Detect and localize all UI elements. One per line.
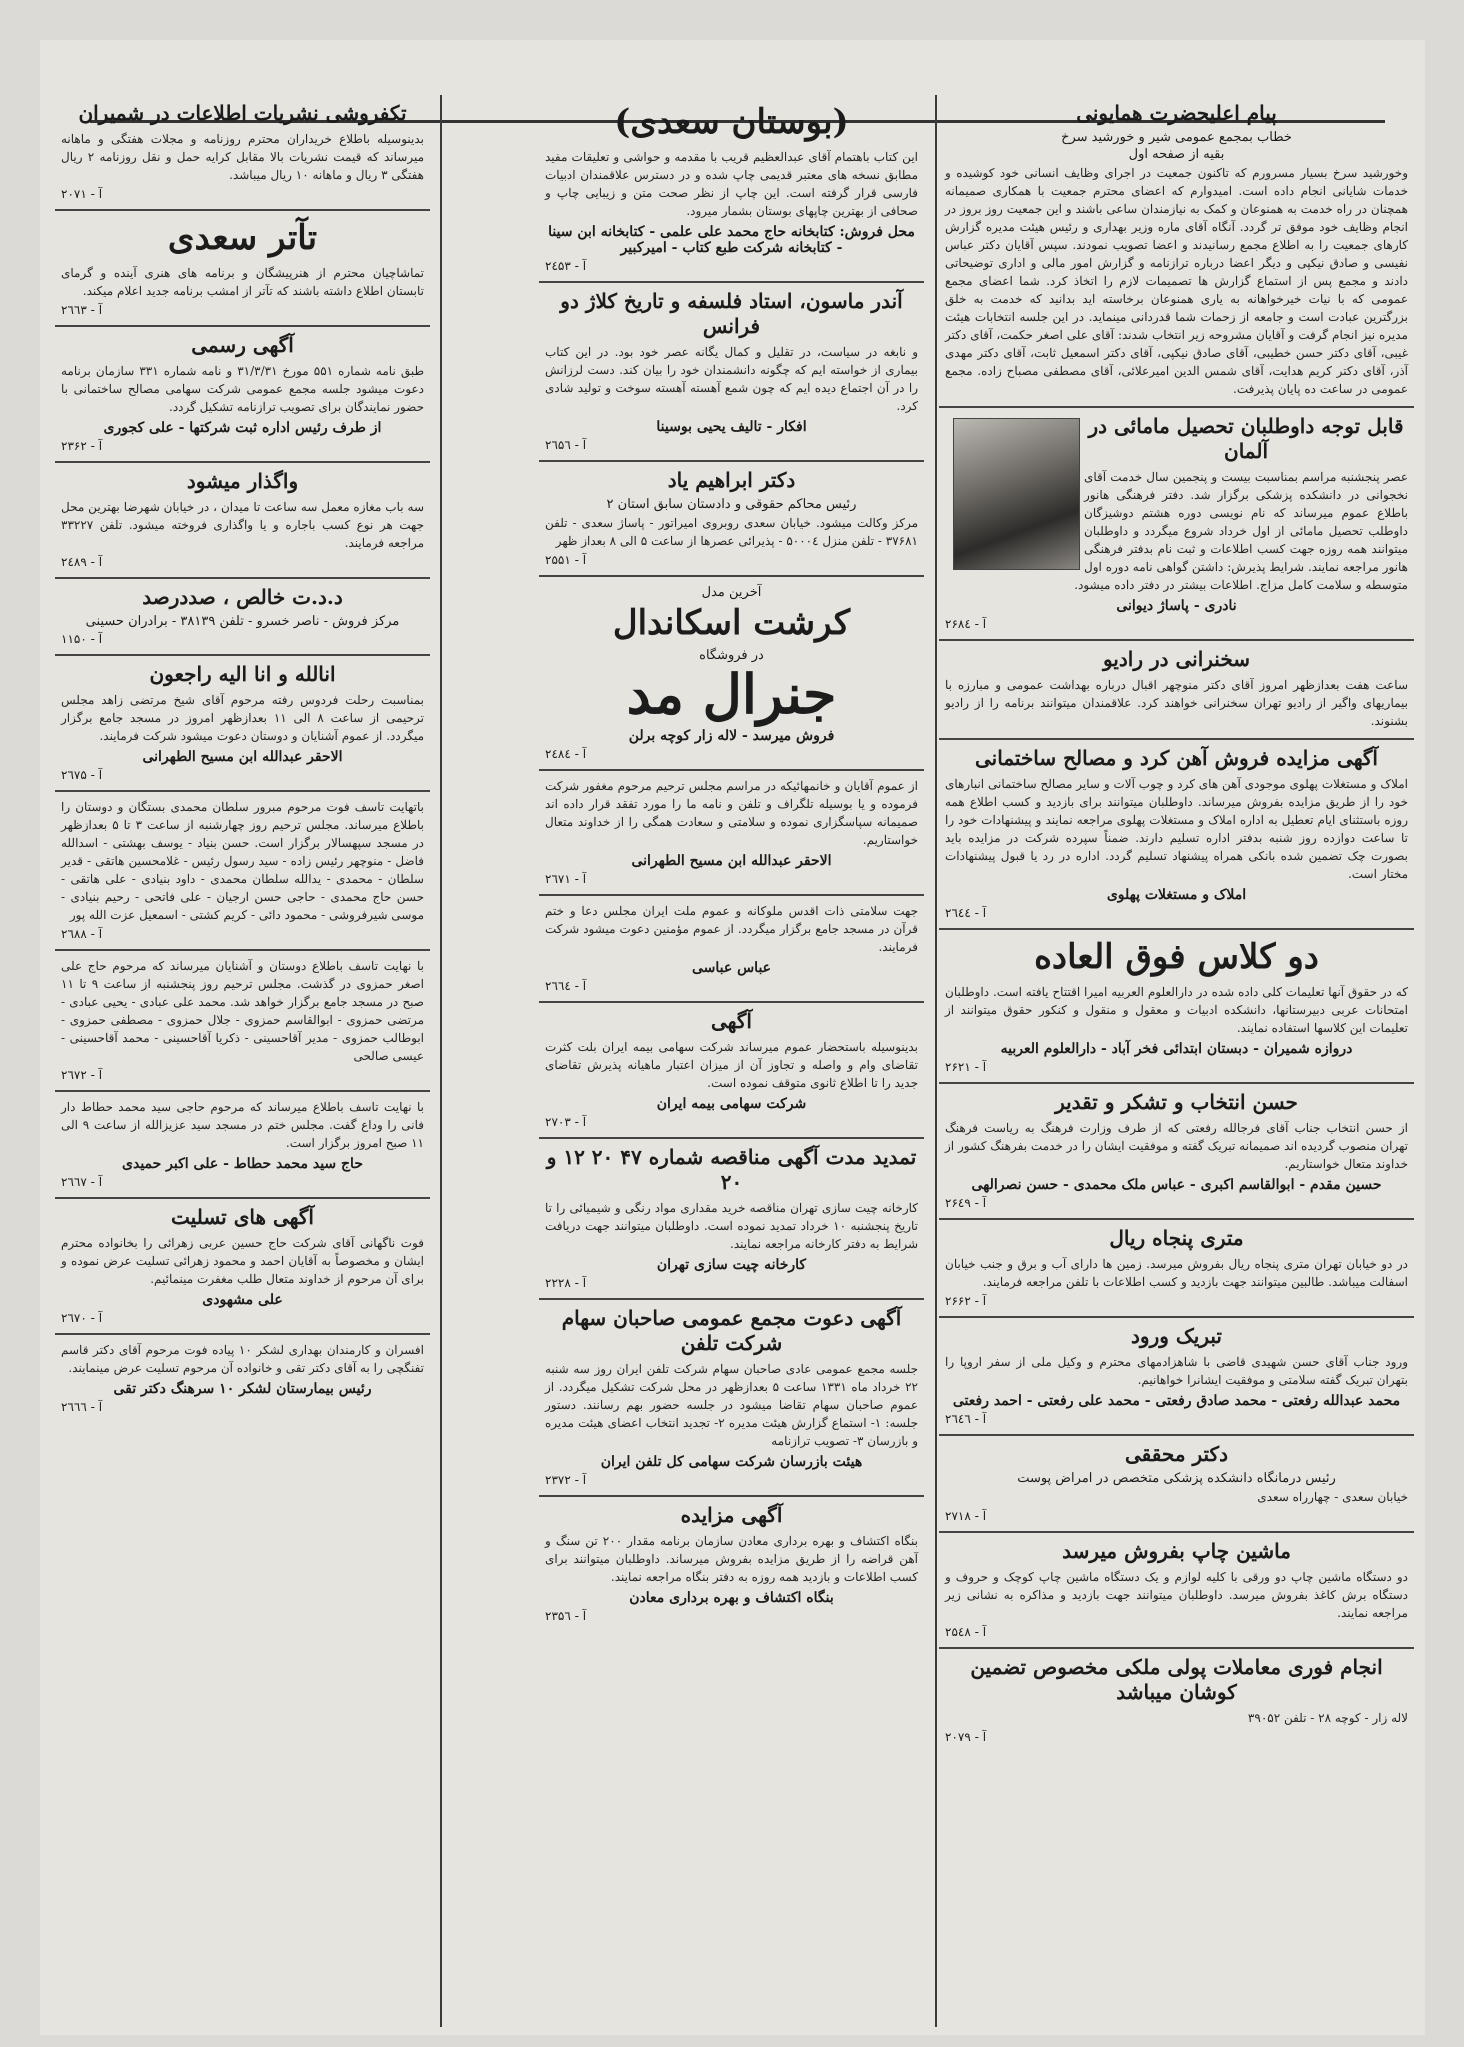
- ad-text: ساعت هفت بعدازظهر امروز آقای دکتر منوچهر اقبال درباره بهداشت عمومی و مبارزه با بیماریهای واگیر از رادیو تهران سخنرانی خواهند کرد. علاقمندان میتوانند برنامه را از رادیو بشنوند.: [945, 678, 1408, 728]
- ad-title: د.د.ت خالص ، صددرصد: [142, 584, 343, 609]
- ad-code: آ - ۲۰۷۹: [945, 1729, 987, 1744]
- ad-code: آ - ۲۵٤۸: [945, 1624, 987, 1639]
- ad-two-classes: [939, 930, 1414, 1084]
- column-right: [939, 95, 1414, 2032]
- ad-title: دکتر محققی: [1125, 1441, 1228, 1466]
- ad-code: آ - ۲٦٤٦: [945, 1411, 987, 1426]
- ad-theater: [55, 211, 430, 327]
- ad-text: کارخانه چیت سازی تهران مناقصه خرید مقداری مواد رنگی و شیمیائی را تا تاریخ پنجشنبه ۱۰ خرداد تمدید نموده است. داوطلبان میتوانند جهت دریافت شرایط به دفتر کارخانه مراجعه نمایند.: [545, 1201, 918, 1252]
- ad-code: آ - ۲۳۷۲: [545, 1473, 587, 1488]
- ad-tender: [539, 1139, 924, 1300]
- ad-title: دکتر ابراهیم یاد: [667, 467, 796, 492]
- ad-title: آگهی دعوت مجمع عمومی صاحبان سهام شرکت تلفن: [561, 1306, 902, 1356]
- ad-code: آ - ۲۷۰۳: [545, 1115, 587, 1130]
- ad-midtitle: در فروشگاه: [699, 648, 764, 663]
- ad-code: آ - ۲۳۵٦: [545, 1609, 587, 1624]
- ad-signature: الاحقر عبدالله ابن مسیح الطهرانی: [631, 853, 832, 870]
- ad-text: خیابان سعدی - چهارراه سعدی: [1257, 1489, 1408, 1504]
- ad-signature: دروازه شمیران - دبستان ابتدائی فخر آباد - دارالعلوم العربیه: [1000, 1040, 1353, 1057]
- ad-title: انالله و انا الیه راجعون: [149, 661, 336, 686]
- ad-code: آ - ۲٦٦٧: [61, 1174, 103, 1189]
- ad-for-lease: [55, 463, 430, 579]
- ad-title: (بوستان سعدی): [614, 102, 849, 142]
- ad-official: [55, 327, 430, 463]
- ad-code: آ - ۲٦٦٦: [61, 1399, 103, 1414]
- ad-text: لاله زار - کوچه ۲۸ - تلفن ۳۹۰۵۲: [1247, 1710, 1408, 1725]
- ad-title: واگذار میشود: [186, 468, 299, 493]
- column-divider: [935, 95, 937, 2027]
- ad-code: آ - ۲٤٨٤: [545, 747, 587, 762]
- ad-code: آ - ۲۵۵۱: [545, 552, 587, 567]
- ad-text: از حسن انتخاب جناب آقای فرجالله رفعتی که از طرف وزارت فرهنگ به ریاست فرهنگ تهران منصوب گردیده اند صمیمانه تبریک گفته و موفقیت ایشان را در خدمت بفرهنگ کشور از خداوند متعال خواستاریم.: [945, 1120, 1408, 1171]
- ad-text: تماشاچیان محترم از هنرپیشگان و برنامه های هنری آینده و گرمای تابستان اطلاع داشته باشند که تآتر از امشب برنامه جدید اعلام میکند.: [61, 265, 424, 298]
- ad-text: جلسه مجمع عمومی عادی صاحبان سهام شرکت تلفن ایران روز سه شنبه ۲۲ خرداد ماه ۱۳۳۱ ساعت ۵ بعدازظهر در محل شرکت تشکیل میگردد. از عموم صاحبان سهام تقاضا میشود در جلسه حضور بهم رسانند. دستور جلسه: ۱- استماع گزارش هیئت مدیره ۲- تجدید انتخاب اعضای هیئت مدیره و بازرسان ۳- تصویب ترازنامه: [545, 1362, 918, 1449]
- ad-text: بنگاه اکتشاف و بهره برداری معادن سازمان برنامه مقدار ۲۰۰ تن سنگ و آهن قراضه را از طریق مزایده بفروش میرساند. داوطلبان میتوانند برای کسب اطلاعات و بازدید همه روزه به دفتر بنگاه مراجعه نمایند.: [545, 1534, 919, 1585]
- ad-title: پیام اعلیحضرت همایونی: [1076, 101, 1277, 125]
- ad-subtitle: رئیس محاکم حقوقی و دادستان سابق استان ۲: [606, 496, 857, 512]
- ad-title: متری پنجاه ریال: [1109, 1225, 1244, 1250]
- column-left: [55, 95, 430, 2032]
- ad-title: حسن انتخاب و تشکر و تقدیر: [1055, 1089, 1298, 1114]
- ad-general-mode: [539, 577, 924, 772]
- ad-subtitle: خطاب بمجمع عمومی شیر و خورشید سرخ: [1061, 130, 1292, 145]
- ad-code: آ - ۲٦٧۵: [61, 767, 103, 782]
- ad-text: طبق نامه شماره ۵۵۱ مورخ ۳۱/۳/۳۱ و نامه شماره ۳۳۱ سازمان برنامه دعوت میشود جلسه مجمع عمومی شرکت سهامی مصالح ساختمانی با حضور نمایندگان برای تصویب ترازنامه تشکیل گردد.: [61, 363, 424, 414]
- ad-midwifery: [939, 408, 1414, 641]
- ad-signature: حاج سید محمد حطاط - علی اکبر حمیدی: [122, 1155, 363, 1172]
- ad-land: [939, 1220, 1414, 1318]
- ad-code: آ - ۲٦۷۱: [545, 872, 587, 887]
- portrait-photo: [953, 418, 1080, 570]
- ad-title: سخنرانی در رادیو: [1102, 647, 1251, 671]
- ad-text: این کتاب باهتمام آقای عبدالعظیم قریب با مقدمه و حواشی و تعلیقات مفید مطابق نسخه های معتبر قدیمی چاپ شده و در دسترس علاقمندان ادبیات فارسی قرار گرفته است. این چاپ از نظر صحت متن و زیبایی چاپ و صحافی از بهترین چاپهای بوستان بشمار میرود.: [545, 149, 918, 218]
- ad-insurance: [539, 1003, 924, 1139]
- ad-doctor: [939, 1436, 1414, 1533]
- ad-obituary: [55, 656, 430, 792]
- ad-signature: الاحقر عبدالله ابن مسیح الطهرانی: [142, 748, 343, 765]
- ad-text: وخورشید سرخ بسیار مسرورم که تاکنون جمعیت در اجرای وظایف انسانی خود کوشیده و خدمات شایانی انجام داده است. امیدوارم که اعضای محترم جمعیت با همکاری صمیمانه همچنان در راه خدمت به همنوعان و کمک به نیازمندان ساعی باشند و این جمعیت روز بروز در انجام وظایف خود موفق تر گردد. آنگاه آقای ماره وزیر بهداری و رئیس هیئت مدیره گزارش کارهای جمعیت را به اطلاع مجمع رسانیدند و اعضا تصویب نمودند. سپس آقایان دکتر عباس نفیسی و صادق نیکپی و دیگر اعضا درباره ترازنامه و گزارش امور مالی و اداری توضیحاتی دادند و مجمع پس از استماع گزارش ها تصمیمات لازم را اتخاذ کرد. شما اعضای مجمع عمومی که با نیات خیرخواهانه به یاری همنوعان برخاسته اید بدانید که خدمت به خلق بزرگترین عبادت است و جامعه از زحمات شما قدردانی مینماید. در این جلسه انتخابات هیئت مدیره نیز انجام گرفت و آقایان مشروحه زیر انتخاب شدند: آقای علی اصغر حکمت، آقای دکتر غیبی، آقای دکتر حسن خطیبی، آقای صادق نیکپی، آقای دکتر اسمعیل ثابت، آقای دکتر مهدی آذر، آقای دکتر کریم هدایت، آقای شمس الدین امیرعلائی، آقای مصطفی مصباح زاده. مجمع عمومی در ساعت ده پایان پذیرفت.: [945, 166, 1408, 396]
- ad-code: آ - ۲۶۶۲: [945, 1293, 987, 1308]
- ad-title: آگهی: [711, 1009, 752, 1034]
- ad-signature: بنگاه اکتشاف و بهره برداری معادن: [629, 1590, 834, 1607]
- ad-signature: کارخانه چیت سازی تهران: [656, 1257, 807, 1274]
- ad-condolence-1: [55, 792, 430, 951]
- ad-signature: شرکت سهامی بیمه ایران: [656, 1096, 807, 1113]
- ad-bustan: [539, 95, 924, 283]
- ad-title: تکفروشی نشریات اطلاعات در شمیران: [78, 101, 407, 125]
- ad-code: آ - ۲۷۱۸: [945, 1508, 987, 1523]
- ad-title: تمدید مدت آگهی مناقصه شماره ۴۷ ۲۰ ۱۲ و ۲۰: [546, 1145, 917, 1195]
- ad-text: مرکز وکالت میشود. خیابان سعدی روبروی امیراتور - پاساژ سعدی - تلفن ۳۷۶۸۱ - تلفن منزل ۵۰۰۰٤ - پذیرائی عصرها از ساعت ۵ الی ۸ بعداز ظهر: [545, 515, 918, 548]
- ad-signature: حسین مقدم - ابوالقاسم اکبری - عباس ملک محمدی - حسن نصرالهی: [971, 1176, 1382, 1193]
- ad-title: آگهی مزایده: [680, 1503, 783, 1528]
- ad-title: آگهی مزایده فروش آهن کرد و مصالح ساختمانی: [975, 746, 1378, 770]
- ad-text: فوت ناگهانی آقای شرکت حاج حسین عربی زهرائی را بخانواده محترم ایشان و مخصوصاً به آقایان احمد و محمود زهرائی تسلیت عرض نموده و برای آن مرحوم از خداوند متعال طلب مغفرت مینمائیم.: [61, 1235, 424, 1286]
- ad-lawyer: [539, 462, 924, 577]
- ad-signature: از طرف رئیس اداره ثبت شرکتها - علی کجوری: [103, 419, 382, 436]
- ad-subtitle: رئیس درمانگاه دانشکده پزشکی متخصص در امراض پوست: [1017, 1470, 1336, 1486]
- ad-signature: املاک و مستغلات پهلوی: [1106, 887, 1247, 903]
- ad-text: املاک و مستغلات پهلوی موجودی آهن های کرد و چوب آلات و سایر مصالح ساختمانی انبارهای خود را از طریق مزایده بفروش میرساند. داوطلبان میتوانند برای بازدید و کسب اطلاع همه روزه باستثنای ایام تعطیل به اداره املاک و مستغلات پهلوی مراجعه نمایند و پیشنهادات خود را تا ساعت دوازده روز شنبه بدفتر اداره تسلیم دارند. ضمناً سپرده شرکت در مزایده باید بصورت چک تضمین شده بانکی همراه پیشنهاد تسلیم گردد. اداره در رد یا قبول پیشنهادات مختار است.: [945, 777, 1408, 881]
- ad-note: بقیه از صفحه اول: [1128, 147, 1225, 162]
- ad-text: باتهایت تاسف فوت مرحوم مبرور سلطان محمدی بستگان و دوستان را باطلاع میرساند. مجلس ترحیم روز چهارشنبه از ساعت ۳ تا ۵ بعدازظهر در مسجد سپهسالار برگزار است. حسن بنیاد - یوسف بهشتی - اسدالله فاضل - منوچهر رئیس زاده - سید رسول رئیس - غلامحسین هاتقی - قدیر سلطان - محمدی - یدالله سلطان محمدی - داود بنیادی - علی هاتقی - حسن حاج محمدی - حاجی حسن ارجیان - علی فاتحی - رحیم بنیادی - موسی شیرفروشی - محمود دائی - کریم کشتی - اسمعیل عزت الله پور: [61, 799, 425, 922]
- ad-title: قابل توجه داوطلبان تحصیل مامائی در آلمان: [1088, 414, 1404, 463]
- ad-text: و نابغه در سیاست، در تقلیل و کمال یگانه عصر خود بود. در این کتاب بیماری از خواسته ایم که چگونه دانشمندان خود را بیان کند. دست لرزانش را در آن اجتماع دیده ایم که چون شمع آهسته آهسته سوخت و تولید شادی کرد.: [545, 344, 918, 413]
- ad-text: ورود جناب آقای حسن شهیدی قاضی با شاهزادمهای محترم و وکیل ملی از سفر اروپا را بتهران تبریک گفته سلامتی و موفقیت ایشانرا خواهانیم.: [945, 1354, 1408, 1387]
- ad-congrats: [939, 1084, 1414, 1220]
- ad-book: [539, 283, 924, 462]
- ad-text: بدینوسیله باطلاع خریداران محترم روزنامه و مجلات هفتگی و ماهانه میرساند که قیمت نشریات بالا مقابل کرایه حمل و نقل روزنامه ۲ ریال هفتگی ۳ ریال و ماهانه ۱۰ ریال میباشد.: [61, 132, 424, 182]
- ad-text: در دو خیابان تهران متری پنجاه ریال بفروش میرسد. زمین ها دارای آب و برق و جنب خیابان اسفالت میباشد. طالبین میتوانند جهت بازدید و کسب اطلاعات با تلفن مراجعه فرمایند.: [945, 1256, 1408, 1289]
- ad-title: دو کلاس فوق العاده: [1034, 937, 1319, 977]
- ad-iron-auction: [939, 740, 1414, 930]
- ad-condolence-4: [55, 1335, 430, 1422]
- ad-code: آ - ۱۱۵۰: [61, 631, 103, 646]
- ad-title-2: جنرال مد: [626, 662, 837, 726]
- ad-title: آگهی های تسلیت: [171, 1204, 314, 1229]
- ad-signature: رئیس بیمارستان لشکر ۱۰ سرهنگ دکتر تقی: [113, 1380, 372, 1397]
- ad-code: آ - ۲٦٤٤: [945, 906, 987, 920]
- ad-text: بدینوسیله باستحضار عموم میرساند شرکت سهامی بیمه ایران بلت کثرت تقاضای وام و واصله و تجاوز آن از میزان اعتبار ماهیانه پذیرش تقاضای جدید را تا اطلاع ثانوی متوقف نموده است.: [545, 1040, 918, 1091]
- ad-code: آ - ۲٤٨٩: [61, 554, 103, 569]
- ad-code: آ - ۲۳۶۲: [61, 438, 103, 453]
- ad-text: با نهایت تاسف باطلاع دوستان و آشنایان میرساند که مرحوم حاج علی اصغر حمزوی در گذشت. مجلس ترحیم روز پنجشنبه از ساعت ۹ تا ۱۱ صبح در مسجد جامع برگزار خواهد شد. محمد علی عبادی - یحیی عبادی - مرتضی حمزوی - ابوالقاسم حمزوی - جلال حمزوی - مصطفی حمزوی - ابوطالب حمزوی - مدیر آقاحسینی - ذکریا آقاحسینی - محمد آقاحسینی - عیسی صالحی: [61, 958, 425, 1063]
- ad-ddt: [55, 579, 430, 656]
- ad-signature: محمد عبدالله رفعتی - محمد صادق رفعتی - محمد علی رفعتی - احمد رفعتی: [952, 1392, 1401, 1409]
- ad-finance: [939, 1649, 1414, 1752]
- ad-text: با نهایت تاسف باطلاع میرساند که مرحوم حاجی سید محمد حطاط دار فانی را وداع گفت. مجلس ختم در مسجد سید عزیزالله از ساعت ۹ الی ۱۱ صبح امروز برگزار است.: [61, 1099, 424, 1150]
- ad-title: کرشت اسکاندال: [612, 602, 851, 643]
- ad-code: آ - ۲۶۲۱: [945, 1059, 987, 1074]
- ad-code: آ - ۲٦۵٦: [545, 437, 587, 452]
- ad-thanks: [539, 771, 924, 896]
- ad-shemiran: [55, 95, 430, 211]
- ad-text: افسران و کارمندان بهداری لشکر ۱۰ پیاده فوت مرحوم آقای دکتر قاسم تفنگچی را به آقای دکتر تقی و خانواده آن مرحوم تسلیت عرض مینمایند.: [61, 1342, 424, 1375]
- ad-printing-machine: [939, 1533, 1414, 1649]
- ad-code: آ - ۲۲۲۸: [545, 1276, 587, 1291]
- ad-welcome: [939, 1318, 1414, 1436]
- ad-text: سه باب مغازه معمل سه ساعت تا میدان ، در خیابان شهرضا بهترین محل جهت هر نوع کسب باجاره و یا واگذاری فروخته میشود. تلفن ۳۳۲۲۷ مراجعه فرمایند.: [61, 499, 424, 550]
- ad-title: آندر ماسون، استاد فلسفه و تاریخ کلاژ دو فرانس: [560, 288, 903, 338]
- ad-title: تآتر سعدی: [167, 218, 318, 258]
- ad-text: جهت سلامتی ذات اقدس ملوکانه و عموم ملت ایران مجلس دعا و ختم قرآن در مسجد جامع برگزار میگردد. از عموم مؤمنین دعوت میشود شرکت فرمایند.: [545, 904, 918, 955]
- ad-condolence-2: [55, 951, 430, 1092]
- ad-signature: فروش میرسد - لاله زار کوچه برلن: [628, 728, 835, 745]
- ad-code: آ - ۲٦٦۳: [61, 302, 103, 317]
- ad-text: دو دستگاه ماشین چاپ دو ورقی با کلیه لوازم و یک دستگاه ماشین چاپ کوچک و حروف و دستگاه برش کاغذ بفروش میرسد. داوطلبان میتوانند جهت بازدید و مذاکره به نشانی زیر مراجعه نمایند.: [945, 1569, 1408, 1620]
- ad-text: که در حقوق آنها تعلیمات کلی داده شده در دارالعلوم العربیه امیرا اقتتاح یافته است. داوطلبان امتحانات عربی دبیرستانها، دانشکده ادبیات و معقول و منقول و کنکور حقوق میتوانند از تعلیمات این کلاسها استفاده نمایند.: [945, 984, 1408, 1035]
- column-divider: [440, 95, 442, 2027]
- ad-pretitle: آخرین مدل: [701, 584, 762, 600]
- column-middle: [539, 95, 924, 2032]
- ad-title: ماشین چاپ بفروش میرسد: [1062, 1538, 1291, 1563]
- ad-subtitle: مرکز فروش - ناصر خسرو - تلفن ۳۸۱۳۹ - برادران حسینی: [85, 613, 400, 629]
- ad-text: از عموم آقایان و خانمهائیکه در مراسم مجلس ترحیم مرحوم مغفور شرکت فرموده و یا بوسیله تلگراف و تلفن و نامه ما را مورد تفقد قرار داده اند صمیمانه سپاسگزاری نموده و سلامتی و سعادت همگی را از خداوند متعال خواستاریم.: [545, 779, 918, 848]
- ad-signature: محل فروش: کتابخانه حاج محمد علی علمی - کتابخانه ابن سینا - کتابخانه شرکت طبع کتاب - امیرکبیر: [548, 223, 915, 256]
- ad-signature: نادری - پاساژ دیوانی: [1116, 598, 1237, 614]
- ad-condolence-3: [55, 1092, 430, 1199]
- ad-code: آ - ۲٦۷۰: [61, 1310, 103, 1325]
- ad-signature: هیئت بازرسان شرکت سهامی کل تلفن ایران: [600, 1454, 863, 1471]
- ad-title: انجام فوری معاملات پولی ملکی مخصوص تضمین کوشان میباشد: [970, 1654, 1383, 1704]
- ad-title: تبریک ورود: [1131, 1323, 1222, 1348]
- ad-royal-message: [939, 95, 1414, 408]
- ad-condolences-header: [55, 1199, 430, 1335]
- ad-code: آ - ۲٦٦٤: [545, 979, 587, 994]
- ad-text: عصر پنجشنبه مراسم بمناسبت بیست و پنجمین سال خدمت آقای نخجوانی در دانشکده پزشکی برگزار شد. دفتر فرهنگی هانور باطلاع عموم میرساند که نام نویسی دوره هشتم دوشیزگان داوطلب تحصیل مامائی از اول خرداد شروع میگردد و داوطلبان میتوانند همه روزه جهت کسب اطلاعات و ثبت نام بدفتر فرهنگی هانور مراجعه نمایند. شرایط پذیرش: داشتن گواهی نامه دوره اول متوسطه و سلامت کامل مزاج. اطلاعات بیشتر در دفتر داده میشود.: [1074, 470, 1408, 592]
- ad-code: آ - ۲۶٤۹: [945, 1195, 987, 1210]
- ad-code: آ - ۲٦٨٨: [61, 926, 103, 941]
- ad-radio: [939, 641, 1414, 740]
- ad-code: آ - ۲۰۷۱: [61, 187, 103, 201]
- ad-signature: علی مشهودی: [202, 1291, 283, 1308]
- ad-code: آ - ۲۶۸٤: [945, 617, 987, 631]
- ad-prayer: [539, 896, 924, 1003]
- ad-signature: افکار - تالیف یحیی بوسینا: [656, 418, 807, 435]
- ad-shareholders: [539, 1300, 924, 1497]
- ad-code: آ - ۲٦٧٢: [61, 1067, 103, 1082]
- ad-title: آگهی رسمی: [191, 332, 294, 357]
- ad-code: آ - ۲٤۵۳: [545, 258, 587, 273]
- ad-signature: عباس عباسی: [691, 960, 772, 977]
- ad-auction: [539, 1497, 924, 1631]
- ad-text: بمناسبت رحلت فردوس رفته مرحوم آقای شیخ مرتضی زاهد مجلس ترحیمی از ساعت ۸ الی ۱۱ بعدازظهر امروز در مسجد جامع برگزار میگردد. از عموم آشنایان و دوستان دعوت میشود شرکت فرمایند.: [61, 692, 425, 743]
